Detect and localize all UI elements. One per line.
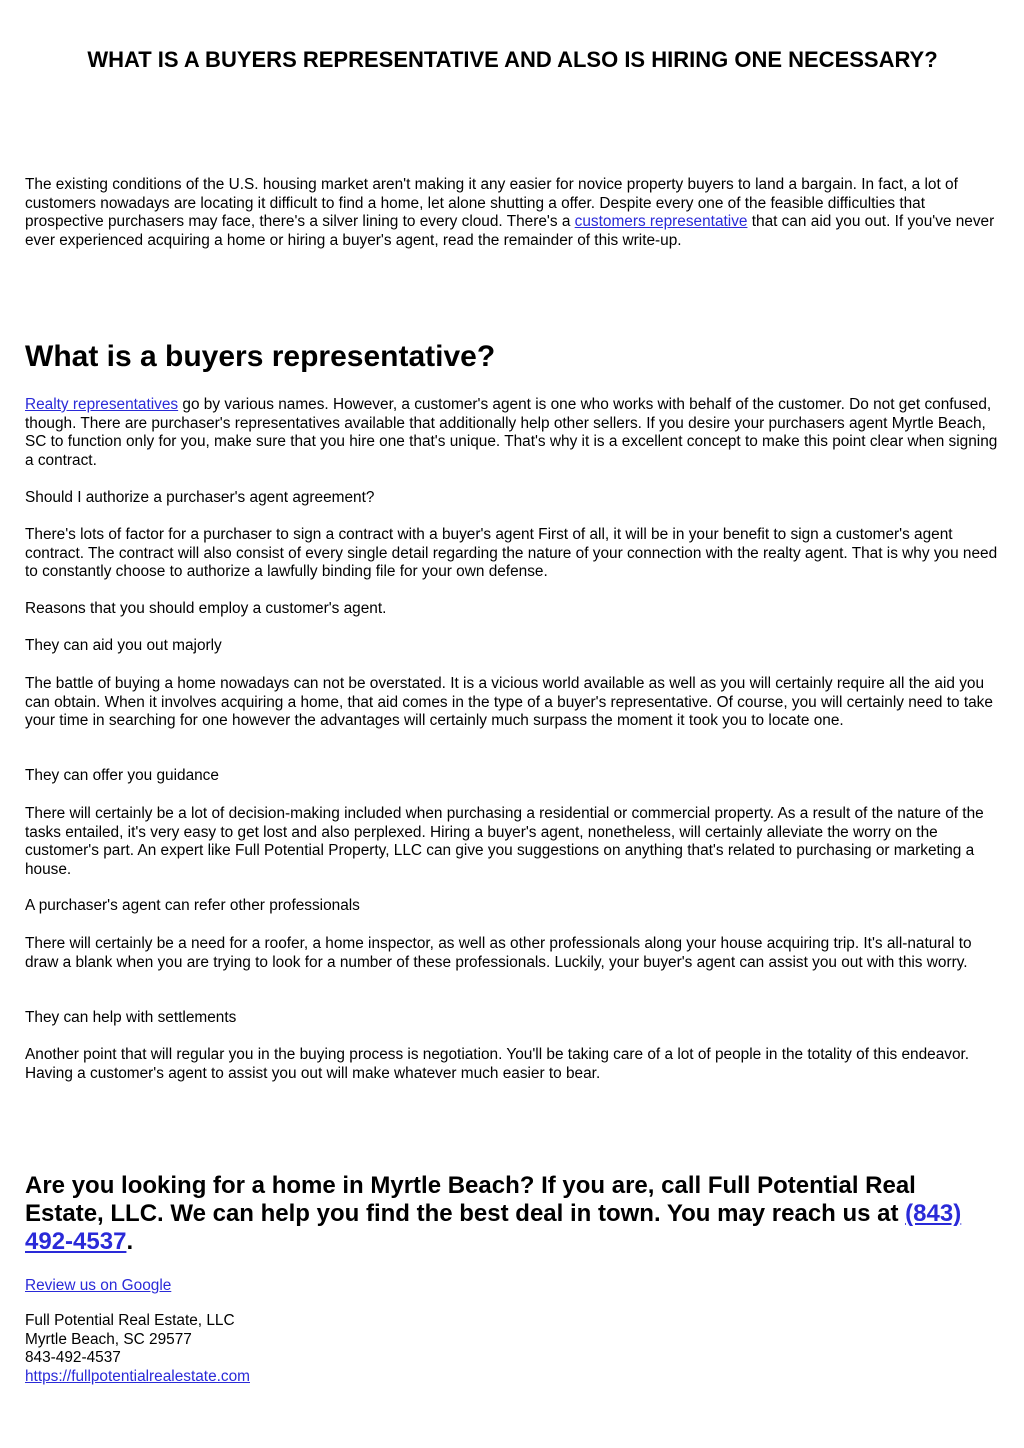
contact-block <box>25 1312 250 1386</box>
paragraph-settlements: Another point that will regular you in the buying process is negotiation. You'll be taking care of a lot of people in the totality of this endeavor. Having a customer's agent to assist you out will make whatever much easier to bear. <box>25 1046 970 1082</box>
website-link[interactable]: https://fullpotentialrealestate.com <box>25 1367 250 1385</box>
contact-phone: 843-492-4537 <box>25 1349 121 1367</box>
section-intro-paragraph <box>25 396 1000 470</box>
paragraph-refer-professionals: There will certainly be a need for a roofer, a home inspector, as well as other professionals along your house acquiring trip. It's all-natural to draw a blank when you are trying to look for a number of these professionals. Luckily, your buyer's agent can assist you out with this worry. <box>25 935 972 971</box>
subheading-settlements: They can help with settlements <box>25 1009 237 1026</box>
review-google-link[interactable]: Review us on Google <box>25 1277 172 1294</box>
section-heading: What is a buyers representative? <box>25 340 496 373</box>
review-paragraph <box>25 1277 1000 1296</box>
paragraph-sign-agreement: There's lots of factor for a purchaser to sign a contract with a buyer's agent First of all, it will be in your benefit to sign a customer's agent contract. The contract will also consist of every single detail regarding the nature of your connection with the realty agent. That is why you need to constantly choose to authorize a lawfully binding file for your own defense. <box>25 526 998 581</box>
intro-text-after: that can aid you out. If you've never ever experienced acquiring a home or hiring a buyer's agent, read the remainder of this write-up. <box>25 213 995 249</box>
intro-text-before: The existing conditions of the U.S. housing market aren't making it any easier for novice property buyers to land a bargain. In fact, a lot of customers nowadays are locating it difficult to find a home, let alone shutting a offer. Despite every one of the feasible difficulties that prospective purchasers may face, there's a silver lining to every cloud. There's a <box>25 176 958 231</box>
question-reasons: Reasons that you should employ a customer's agent. <box>25 600 387 617</box>
subheading-aid-majorly: They can aid you out majorly <box>25 637 222 654</box>
customers-representative-link[interactable]: customers representative <box>574 213 748 231</box>
contact-name: Full Potential Real Estate, LLC <box>25 1312 235 1329</box>
page-title: WHAT IS A BUYERS REPRESENTATIVE AND ALSO IS HIRING ONE NECESSARY? <box>87 47 938 72</box>
paragraph-aid-majorly: The battle of buying a home nowadays can not be overstated. It is a vicious world available as well as you will certainly require all the aid you can obtain. When it involves acquiring a home, that aid comes in the type of a buyer's representative. Of course, you will certainly need to take your time in searching for one however the advantages will certainly much surpass the moment it took you to locate one. <box>25 675 993 730</box>
section-intro-text: go by various names. However, a customer's agent is one who works with behalf of the customer. Do not get confused, though. There are purchaser's representatives available that additionally help other sellers. If you desire your purchasers agent Myrtle Beach, SC to function only for you, make sure that you hire one that's unique. That's why it is a excellent concept to make this point clear when signing a contract. <box>25 396 998 469</box>
intro-paragraph <box>25 176 1000 250</box>
contact-address: Myrtle Beach, SC 29577 <box>25 1330 192 1348</box>
paragraph-guidance: There will certainly be a lot of decision-making included when purchasing a residential or commercial property. As a result of the nature of the tasks entailed, it's very easy to get lost and also perplexed. Hiring a buyer's agent, nonetheless, will certainly alleviate the worry on the customer's part. An expert like Full Potential Property, LLC can give you suggestions on anything that's related to purchasing or marketing a house. <box>25 805 984 878</box>
cta-text: Are you looking for a home in Myrtle Beach? If you are, call Full Potential Real Estate, LLC. We can help you find the best deal in town. You may reach us at <box>25 1172 916 1227</box>
cta-end: . <box>126 1228 134 1255</box>
call-to-action-heading <box>25 1172 1000 1256</box>
phone-link[interactable]: (843) 492-4537 <box>25 1200 962 1255</box>
subheading-refer-professionals: A purchaser's agent can refer other professionals <box>25 897 360 914</box>
question-sign-agreement: Should I authorize a purchaser's agent agreement? <box>25 489 375 506</box>
realty-representatives-link[interactable]: Realty representatives <box>25 396 179 413</box>
subheading-guidance: They can offer you guidance <box>25 767 219 784</box>
